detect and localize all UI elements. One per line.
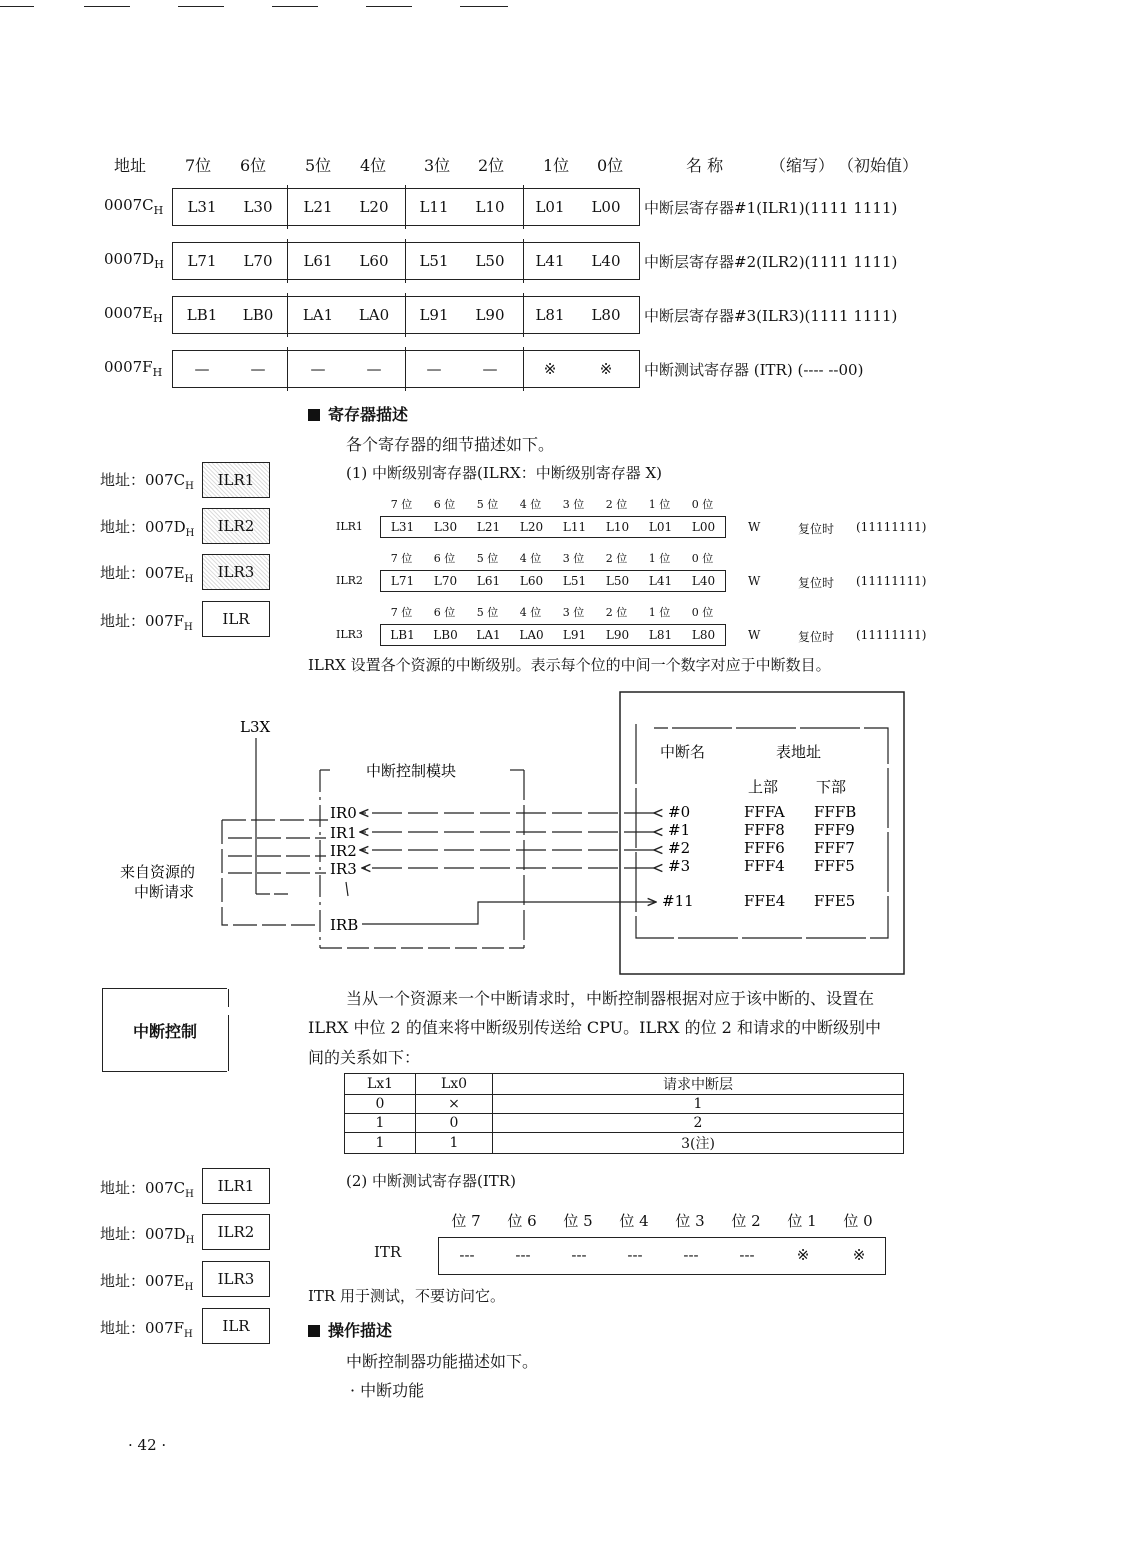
header-init: （初始值） xyxy=(838,156,919,175)
vector-table-name-header: 中断名 xyxy=(660,743,706,761)
vector-name: #0 xyxy=(668,803,691,821)
mini-bit-header: 3 位 xyxy=(562,498,585,511)
table-row xyxy=(345,1095,904,1114)
itr-cell: --- xyxy=(515,1246,531,1264)
itr-cell: --- xyxy=(683,1246,699,1264)
table-cell: 1 xyxy=(345,1133,416,1154)
vector-lower: FFE5 xyxy=(814,892,856,910)
header-bit: 4位 xyxy=(360,156,387,175)
mini-register-row xyxy=(380,624,726,646)
register-bit-cell: L00 xyxy=(591,198,621,216)
bullet-item: · 中断功能 xyxy=(350,1381,425,1400)
module-title: 中断控制模块 xyxy=(366,762,457,780)
register-bit-cell: L50 xyxy=(475,252,505,270)
table-row xyxy=(345,1133,904,1154)
register-row xyxy=(172,188,640,226)
mini-bit-header: 1 位 xyxy=(648,498,671,511)
vector-upper: FFFA xyxy=(744,803,785,821)
mini-bit-header: 1 位 xyxy=(648,552,671,565)
mini-bit-header: 4 位 xyxy=(519,606,542,619)
register-name: 中断层寄存器#3(ILR3)(1111 1111) xyxy=(644,307,898,325)
mini-bit-cell: L21 xyxy=(476,520,501,534)
mini-bit-header: 6 位 xyxy=(433,606,456,619)
mini-bit-cell: L70 xyxy=(433,574,458,588)
mini-bit-cell: LA0 xyxy=(519,628,544,642)
interrupt-diagram xyxy=(0,680,1122,980)
mini-bit-cell: L80 xyxy=(691,628,716,642)
vector-name: #2 xyxy=(668,839,691,857)
mini-bit-header: 5 位 xyxy=(476,552,499,565)
table-cell: 0 xyxy=(345,1095,416,1114)
mini-bit-header: 7 位 xyxy=(390,498,413,511)
interrupt-control-label: 中断控制 xyxy=(132,1022,197,1041)
square-bullet-icon xyxy=(308,409,320,421)
register-bit-cell: L20 xyxy=(359,198,389,216)
table-header: 请求中断层 xyxy=(493,1074,904,1095)
itr-cell: ※ xyxy=(852,1246,866,1264)
header-bit: 6位 xyxy=(240,156,267,175)
register-bit-cell: ※ xyxy=(543,360,557,378)
ir0-label: IR0 xyxy=(330,804,357,822)
interrupt-control-box xyxy=(102,988,227,1072)
mini-reset: 复位时 xyxy=(798,576,835,590)
register-name: 中断测试寄存器 (ITR) (---- --00) xyxy=(644,361,864,379)
side-box-ilr3: ILR3 xyxy=(202,554,270,590)
mini-bit-cell: L40 xyxy=(691,574,716,588)
register-bit-cell: L10 xyxy=(475,198,505,216)
mini-rw: W xyxy=(748,520,761,534)
side-box-ilr1: ILR1 xyxy=(202,462,270,498)
side-address: 地址：$007C_H$ xyxy=(100,1179,194,1200)
mini-rw: W xyxy=(748,628,761,642)
table-cell: 1 xyxy=(493,1095,904,1114)
mini-bit-header: 7 位 xyxy=(390,552,413,565)
register-address: $0007F_H$ xyxy=(104,358,163,379)
itr-note: ITR 用于测试，不要访问它。 xyxy=(308,1287,505,1305)
side-address: 地址：$007F_H$ xyxy=(100,612,193,633)
register-bit-cell: L60 xyxy=(359,252,389,270)
top-rule xyxy=(272,6,318,7)
mini-bit-header: 6 位 xyxy=(433,552,456,565)
itr-name: ITR xyxy=(374,1243,402,1261)
ir2-label: IR2 xyxy=(330,842,357,860)
register-bit-cell: L01 xyxy=(535,198,565,216)
mini-bit-cell: LA1 xyxy=(476,628,501,642)
mini-bit-cell: L30 xyxy=(433,520,458,534)
header-bit: 5位 xyxy=(305,156,332,175)
control-paragraph-line: 间的关系如下： xyxy=(308,1048,421,1067)
mini-bit-header: 3 位 xyxy=(562,606,585,619)
header-bit: 1位 xyxy=(543,156,570,175)
side-address: 地址：$007F_H$ xyxy=(100,1319,193,1340)
mini-reset-value: (11111111) xyxy=(856,628,927,642)
vector-table-lower: 下部 xyxy=(816,778,847,796)
mini-bit-cell: L10 xyxy=(605,520,630,534)
mini-bit-header: 0 位 xyxy=(691,552,714,565)
side-address: 地址：$007D_H$ xyxy=(100,1225,195,1246)
side-box-ilr: ILR xyxy=(202,1308,270,1344)
top-rule xyxy=(178,6,224,7)
section-title: 操作描述 xyxy=(328,1321,393,1340)
mini-register-name: ILR2 xyxy=(336,574,363,587)
register-divider xyxy=(287,347,288,391)
side-box-ilr1: ILR1 xyxy=(202,1168,270,1204)
register-divider xyxy=(287,293,288,337)
itr-register xyxy=(438,1237,886,1275)
mini-bit-cell: L11 xyxy=(562,520,587,534)
register-bit-cell: — xyxy=(250,360,266,378)
side-address: 地址：$007C_H$ xyxy=(100,471,194,492)
register-address: $0007E_H$ xyxy=(104,304,163,325)
vector-name: #1 xyxy=(668,821,691,839)
mini-bit-header: 2 位 xyxy=(605,552,628,565)
register-row xyxy=(172,350,640,388)
vector-upper: FFF4 xyxy=(744,857,785,875)
header-abbr: （缩写） xyxy=(770,156,835,175)
vector-lower: FFF5 xyxy=(814,857,855,875)
vector-upper: FFE4 xyxy=(744,892,786,910)
source-label-1: 来自资源的 xyxy=(120,863,196,881)
register-bit-cell: L30 xyxy=(243,198,273,216)
mini-bit-header: 3 位 xyxy=(562,552,585,565)
itr-cell: --- xyxy=(459,1246,475,1264)
mini-bit-header: 5 位 xyxy=(476,606,499,619)
vector-table-addr-header: 表地址 xyxy=(776,743,822,761)
register-bit-cell: — xyxy=(310,360,326,378)
mini-bit-cell: L51 xyxy=(562,574,587,588)
subsection-ilrx: (1) 中断级别寄存器(ILRX：中断级别寄存器 X) xyxy=(346,464,663,482)
header-bit: 0位 xyxy=(597,156,624,175)
mini-register-row xyxy=(380,516,726,538)
source-label-2: 中断请求 xyxy=(134,883,195,901)
mini-bit-header: 2 位 xyxy=(605,498,628,511)
mini-register-name: ILR1 xyxy=(336,520,363,533)
vector-lower: FFF7 xyxy=(814,839,855,857)
side-address: 地址：$007D_H$ xyxy=(100,518,195,539)
table-cell: 0 xyxy=(416,1114,493,1133)
table-header: Lx0 xyxy=(416,1074,493,1095)
vector-upper: FFF8 xyxy=(744,821,785,839)
register-bit-cell: LB1 xyxy=(186,306,218,324)
mini-reset-value: (11111111) xyxy=(856,574,927,588)
register-bit-cell: ※ xyxy=(599,360,613,378)
mini-bit-cell: L20 xyxy=(519,520,544,534)
itr-bit-header: 位 1 xyxy=(787,1212,817,1230)
itr-bit-header: 位 5 xyxy=(563,1212,593,1230)
mini-bit-cell: LB0 xyxy=(433,628,458,642)
register-bit-cell: L70 xyxy=(243,252,273,270)
mini-bit-cell: L31 xyxy=(390,520,415,534)
itr-cell: --- xyxy=(739,1246,755,1264)
side-address: 地址：$007E_H$ xyxy=(100,1272,194,1293)
register-bit-cell: L40 xyxy=(591,252,621,270)
register-address: $0007D_H$ xyxy=(104,250,164,271)
side-box-ilr3: ILR3 xyxy=(202,1261,270,1297)
header-bit: 7位 xyxy=(185,156,212,175)
mini-bit-cell: LB1 xyxy=(390,628,415,642)
mini-bit-cell: L90 xyxy=(605,628,630,642)
vector-lower: FFFB xyxy=(814,803,857,821)
itr-cell: ※ xyxy=(796,1246,810,1264)
table-cell: 2 xyxy=(493,1114,904,1133)
square-bullet-icon xyxy=(308,1325,320,1337)
header-addr: 地址 xyxy=(114,156,147,175)
register-divider xyxy=(287,239,288,283)
section-register-description xyxy=(308,402,408,425)
side-box-ilr2: ILR2 xyxy=(202,508,270,544)
mini-bit-cell: L91 xyxy=(562,628,587,642)
register-bit-cell: L71 xyxy=(187,252,217,270)
ilrx-description: ILRX 设置各个资源的中断级别。表示每个位的中间一个数字对应于中断数目。 xyxy=(308,656,831,674)
register-divider xyxy=(287,185,288,229)
mini-bit-header: 4 位 xyxy=(519,552,542,565)
mini-bit-header: 4 位 xyxy=(519,498,542,511)
register-bit-cell: L41 xyxy=(535,252,565,270)
table-header: Lx1 xyxy=(345,1074,416,1095)
register-bit-cell: — xyxy=(482,360,498,378)
itr-bit-header: 位 3 xyxy=(675,1212,705,1230)
irb-label: IRB xyxy=(330,916,359,934)
itr-bit-header: 位 7 xyxy=(451,1212,481,1230)
mini-bit-cell: L61 xyxy=(476,574,501,588)
side-address: 地址：$007E_H$ xyxy=(100,564,194,585)
side-box-ilr2: ILR2 xyxy=(202,1214,270,1250)
mini-bit-header: 7 位 xyxy=(390,606,413,619)
register-bit-cell: L51 xyxy=(419,252,449,270)
mini-bit-cell: L60 xyxy=(519,574,544,588)
vector-lower: FFF9 xyxy=(814,821,855,839)
register-name: 中断层寄存器#1(ILR1)(1111 1111) xyxy=(644,199,898,217)
register-bit-cell: L90 xyxy=(475,306,505,324)
itr-bit-header: 位 0 xyxy=(843,1212,873,1230)
mini-reset-value: (11111111) xyxy=(856,520,927,534)
header-bit: 2位 xyxy=(478,156,505,175)
register-address: $0007C_H$ xyxy=(104,196,164,217)
mini-bit-header: 6 位 xyxy=(433,498,456,511)
section-operation-description xyxy=(308,1318,392,1341)
vector-name: #3 xyxy=(668,857,691,875)
mini-bit-header: 5 位 xyxy=(476,498,499,511)
register-bit-cell: L21 xyxy=(303,198,333,216)
mini-bit-cell: L71 xyxy=(390,574,415,588)
section-intro: 中断控制器功能描述如下。 xyxy=(346,1352,539,1371)
ir3-label: IR3 xyxy=(330,860,357,878)
register-bit-cell: L31 xyxy=(187,198,217,216)
l3x-label: L3X xyxy=(240,718,271,736)
table-row xyxy=(345,1114,904,1133)
register-bit-cell: LA0 xyxy=(358,306,390,324)
register-bit-cell: L81 xyxy=(535,306,565,324)
mini-register-name: ILR3 xyxy=(336,628,363,641)
register-bit-cell: L80 xyxy=(591,306,621,324)
register-bit-cell: — xyxy=(426,360,442,378)
top-rule xyxy=(0,6,34,7)
vector-table-upper: 上部 xyxy=(748,778,779,796)
ir1-label: IR1 xyxy=(330,824,357,842)
table-cell: 1 xyxy=(416,1133,493,1154)
level-relation-table xyxy=(344,1073,904,1154)
vector-name: #11 xyxy=(662,892,694,910)
mini-bit-cell: L41 xyxy=(648,574,673,588)
section-intro: 各个寄存器的细节描述如下。 xyxy=(346,435,555,454)
register-bit-cell: L91 xyxy=(419,306,449,324)
mini-rw: W xyxy=(748,574,761,588)
register-row xyxy=(172,242,640,280)
mini-bit-header: 0 位 xyxy=(691,498,714,511)
mini-bit-header: 2 位 xyxy=(605,606,628,619)
register-bit-cell: L61 xyxy=(303,252,333,270)
register-bit-cell: L11 xyxy=(419,198,449,216)
vector-upper: FFF6 xyxy=(744,839,785,857)
table-cell: 1 xyxy=(345,1114,416,1133)
header-bit: 3位 xyxy=(424,156,451,175)
mini-bit-header: 1 位 xyxy=(648,606,671,619)
itr-bit-header: 位 4 xyxy=(619,1212,649,1230)
mini-bit-cell: L81 xyxy=(648,628,673,642)
mini-reset: 复位时 xyxy=(798,522,835,536)
itr-cell: --- xyxy=(571,1246,587,1264)
section-title: 寄存器描述 xyxy=(328,405,409,424)
mini-register-row xyxy=(380,570,726,592)
page-number: · 42 · xyxy=(128,1436,167,1454)
side-box-ilr: ILR xyxy=(202,601,270,637)
mini-bit-cell: L01 xyxy=(648,520,673,534)
control-paragraph-line: ILRX 中位 2 的值来将中断级别传送给 CPU。ILRX 的位 2 和请求的中断级别中 xyxy=(308,1018,881,1037)
top-rule xyxy=(366,6,412,7)
register-row xyxy=(172,296,640,334)
top-rule xyxy=(460,6,508,7)
itr-bit-header: 位 6 xyxy=(507,1212,537,1230)
itr-cell: --- xyxy=(627,1246,643,1264)
register-bit-cell: LA1 xyxy=(302,306,334,324)
itr-bit-header: 位 2 xyxy=(731,1212,761,1230)
top-rule xyxy=(84,6,130,7)
subsection-itr: (2) 中断测试寄存器(ITR) xyxy=(346,1172,516,1190)
header-name: 名 称 xyxy=(686,156,724,175)
register-name: 中断层寄存器#2(ILR2)(1111 1111) xyxy=(644,253,898,271)
table-cell: 3(注) xyxy=(493,1133,904,1154)
mini-bit-cell: L50 xyxy=(605,574,630,588)
register-bit-cell: LB0 xyxy=(242,306,274,324)
table-cell: × xyxy=(416,1095,493,1114)
mini-reset: 复位时 xyxy=(798,630,835,644)
control-paragraph-line: 当从一个资源来一个中断请求时，中断控制器根据对应于该中断的、设置在 xyxy=(346,989,875,1008)
register-bit-cell: — xyxy=(194,360,210,378)
mini-bit-cell: L00 xyxy=(691,520,716,534)
mini-bit-header: 0 位 xyxy=(691,606,714,619)
register-bit-cell: — xyxy=(366,360,382,378)
